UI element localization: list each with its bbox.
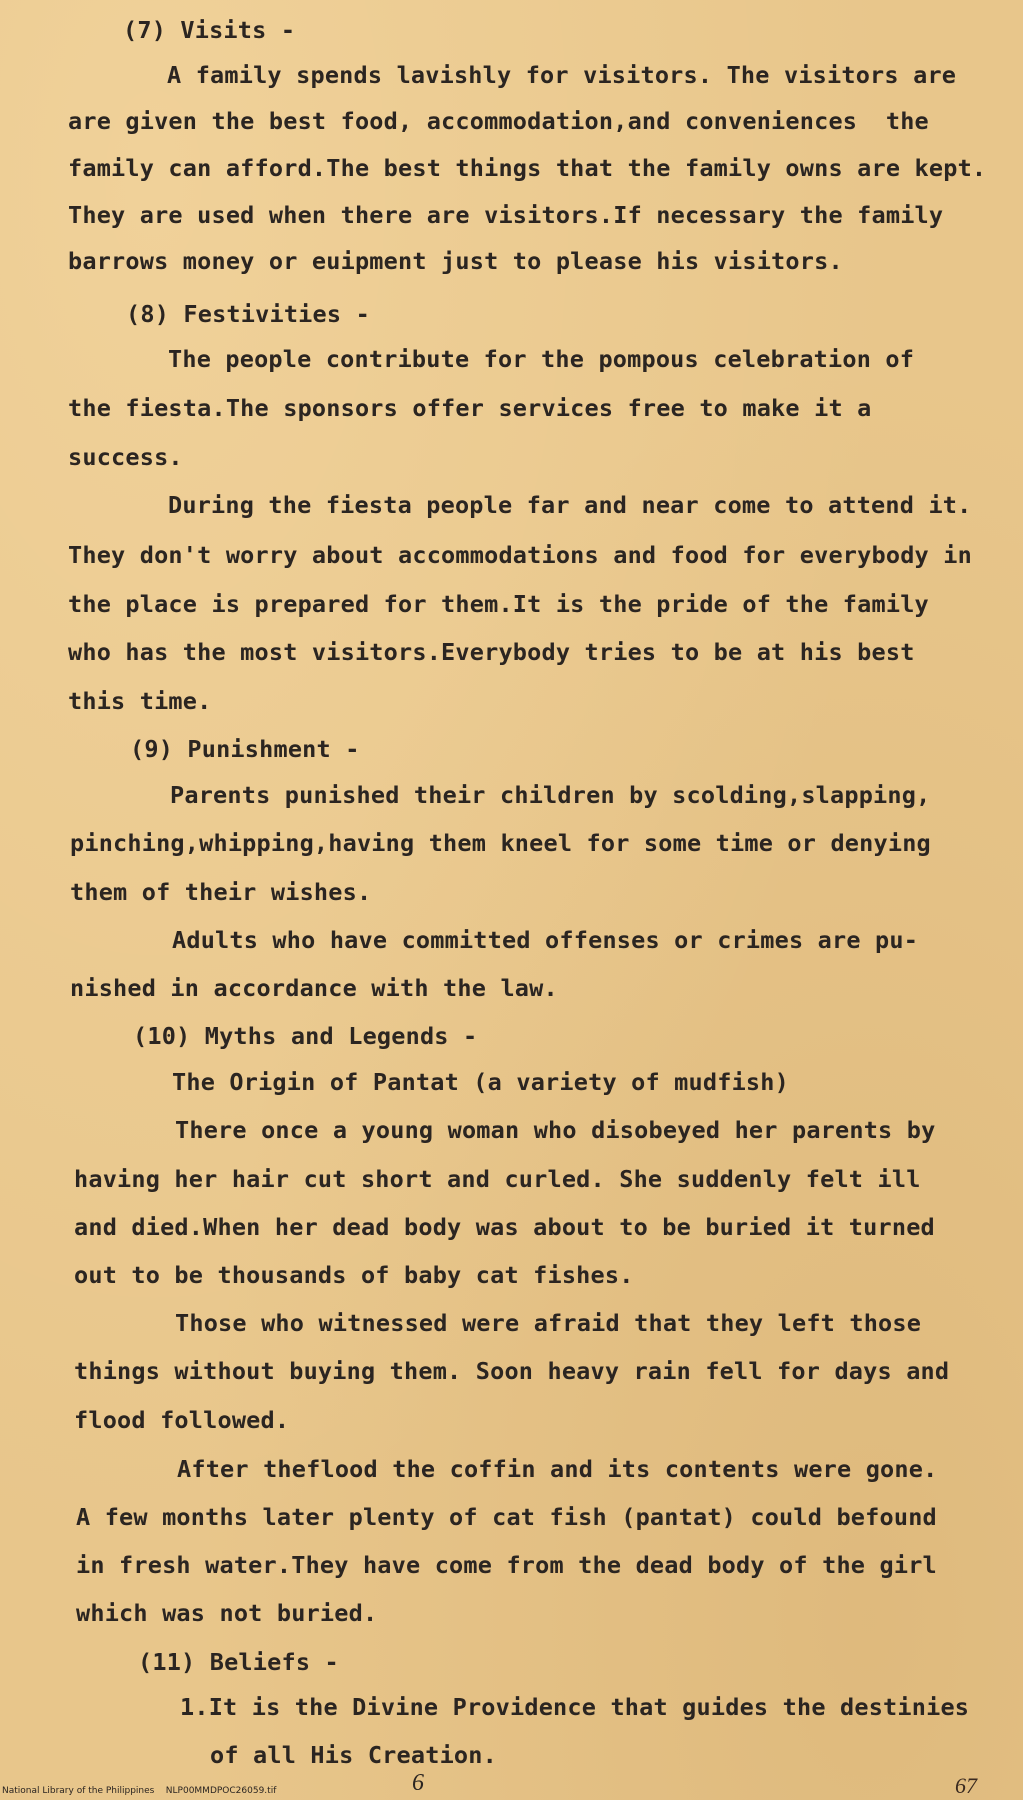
text-line: are given the best food, accommodation,and conveniences the xyxy=(68,107,929,135)
text-line: The people contribute for the pompous celebration of xyxy=(168,345,915,373)
text-line: 1.It is the Divine Providence that guides the destinies xyxy=(180,1693,970,1721)
text-line: A few months later plenty of cat fish (pantat) could befound xyxy=(76,1503,937,1531)
text-line: the fiesta.The sponsors offer services free to make it a xyxy=(68,394,872,422)
handwritten-page-stamp: 67 xyxy=(955,1773,977,1798)
text-line: out to be thousands of baby cat fishes. xyxy=(74,1261,634,1289)
text-line: the place is prepared for them.It is the pride of the family xyxy=(68,590,929,618)
text-line: They are used when there are visitors.If necessary the family xyxy=(68,201,944,229)
text-line: them of their wishes. xyxy=(70,878,372,906)
legend-title: The Origin of Pantat (a variety of mudfish) xyxy=(172,1068,789,1096)
text-line: Parents punished their children by scolding,slapping, xyxy=(170,781,931,809)
text-line: which was not buried. xyxy=(76,1599,378,1627)
text-line: flood followed. xyxy=(74,1406,290,1434)
heading-myths-legends: (10) Myths and Legends - xyxy=(133,1022,478,1050)
text-line: family can afford.The best things that the family owns are kept. xyxy=(68,154,987,182)
text-line: pinching,whipping,having them kneel for some time or denying xyxy=(70,829,931,857)
text-line: Adults who have committed offenses or crimes are pu- xyxy=(172,926,919,954)
text-line: barrows money or euipment just to please his visitors. xyxy=(68,247,843,275)
text-line: and died.When her dead body was about to be buried it turned xyxy=(74,1213,935,1241)
text-line: success. xyxy=(68,443,183,471)
text-line: A family spends lavishly for visitors. The visitors are xyxy=(167,61,957,89)
text-line: During the fiesta people far and near come to attend it. xyxy=(168,491,972,519)
page-number: 6 xyxy=(412,1770,424,1796)
text-line: of all His Creation. xyxy=(210,1741,497,1769)
text-line: who has the most visitors.Everybody tries to be at his best xyxy=(68,638,915,666)
text-line: this time. xyxy=(68,687,212,715)
text-line: There once a young woman who disobeyed her parents by xyxy=(175,1116,936,1144)
footer-caption: National Library of the Philippines NLP00MMDPOC26059.tif xyxy=(2,1786,277,1796)
text-line: Those who witnessed were afraid that they left those xyxy=(175,1309,922,1337)
heading-visits: (7) Visits - xyxy=(123,16,296,44)
text-line: in fresh water.They have come from the dead body of the girl xyxy=(76,1551,937,1579)
heading-punishment: (9) Punishment - xyxy=(130,735,360,763)
text-line: nished in accordance with the law. xyxy=(70,974,558,1002)
text-line: having her hair cut short and curled. She suddenly felt ill xyxy=(74,1165,921,1193)
text-line: things without buying them. Soon heavy rain fell for days and xyxy=(74,1357,950,1385)
heading-beliefs: (11) Beliefs - xyxy=(138,1648,339,1676)
text-line: They don't worry about accommodations and food for everybody in xyxy=(68,541,972,569)
text-line: After theflood the coffin and its contents were gone. xyxy=(177,1455,938,1483)
heading-festivities: (8) Festivities - xyxy=(126,300,370,328)
